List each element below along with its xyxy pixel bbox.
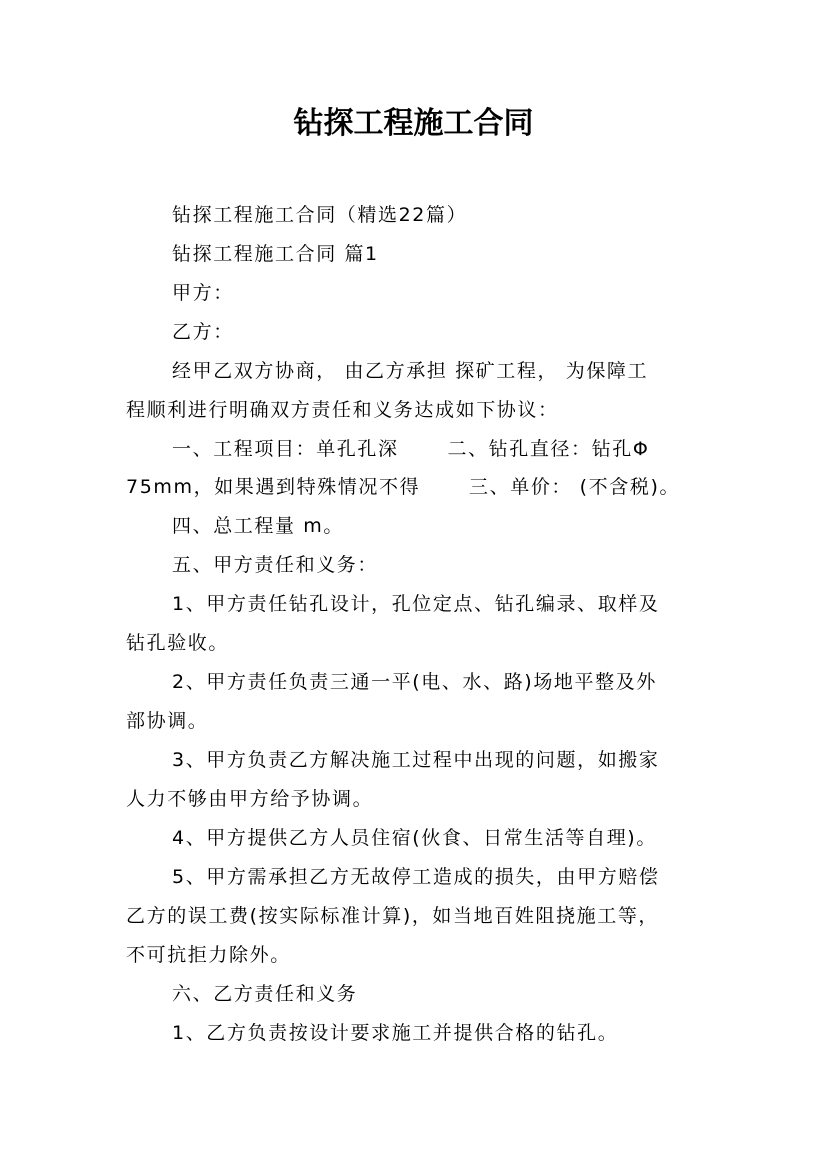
text-line: 钻探工程施工合同 篇1: [172, 243, 379, 265]
document-title: 钻探工程施工合同: [293, 106, 534, 141]
text-line: 钻探工程施工合同（精选22篇）: [172, 204, 468, 226]
text-line: 经甲乙双方协商， 由乙方承担 探矿工程， 为保障工: [172, 360, 649, 382]
text-line: 部协调。: [126, 710, 209, 732]
text-line: 人力不够由甲方给予协调。: [126, 788, 374, 810]
text-line: 不可抗拒力除外。: [126, 944, 291, 966]
text-line: 乙方：: [172, 321, 234, 343]
text-line: 程顺利进行明确双方责任和义务达成如下协议：: [126, 399, 559, 421]
text-line: 一、工程项目：单孔孔深 二、钻孔直径：钻孔Φ: [172, 438, 650, 460]
text-line: 4、甲方提供乙方人员住宿(伙食、日常生活等自理)。: [172, 827, 657, 849]
text-line: 甲方：: [172, 282, 234, 304]
text-line: 四、总工程量 m。: [172, 515, 344, 537]
text-line: 2、甲方责任负责三通一平(电、水、路)场地平整及外: [172, 671, 657, 693]
text-line: 75mm，如果遇到特殊情况不得 三、单价： (不含税)。: [126, 476, 681, 498]
text-line: 六、乙方责任和义务: [172, 983, 358, 1005]
text-line: 五、甲方责任和义务：: [172, 554, 379, 576]
text-line: 5、甲方需承担乙方无故停工造成的损失，由甲方赔偿: [172, 866, 660, 888]
text-line: 1、甲方责任钻孔设计，孔位定点、钻孔编录、取样及: [172, 593, 660, 615]
text-line: 乙方的误工费(按实际标准计算)，如当地百姓阻挠施工等，: [126, 905, 660, 927]
text-line: 钻孔验收。: [126, 632, 230, 654]
text-line: 1、乙方负责按设计要求施工并提供合格的钻孔。: [172, 1022, 619, 1044]
text-line: 3、甲方负责乙方解决施工过程中出现的问题，如搬家: [172, 749, 660, 771]
